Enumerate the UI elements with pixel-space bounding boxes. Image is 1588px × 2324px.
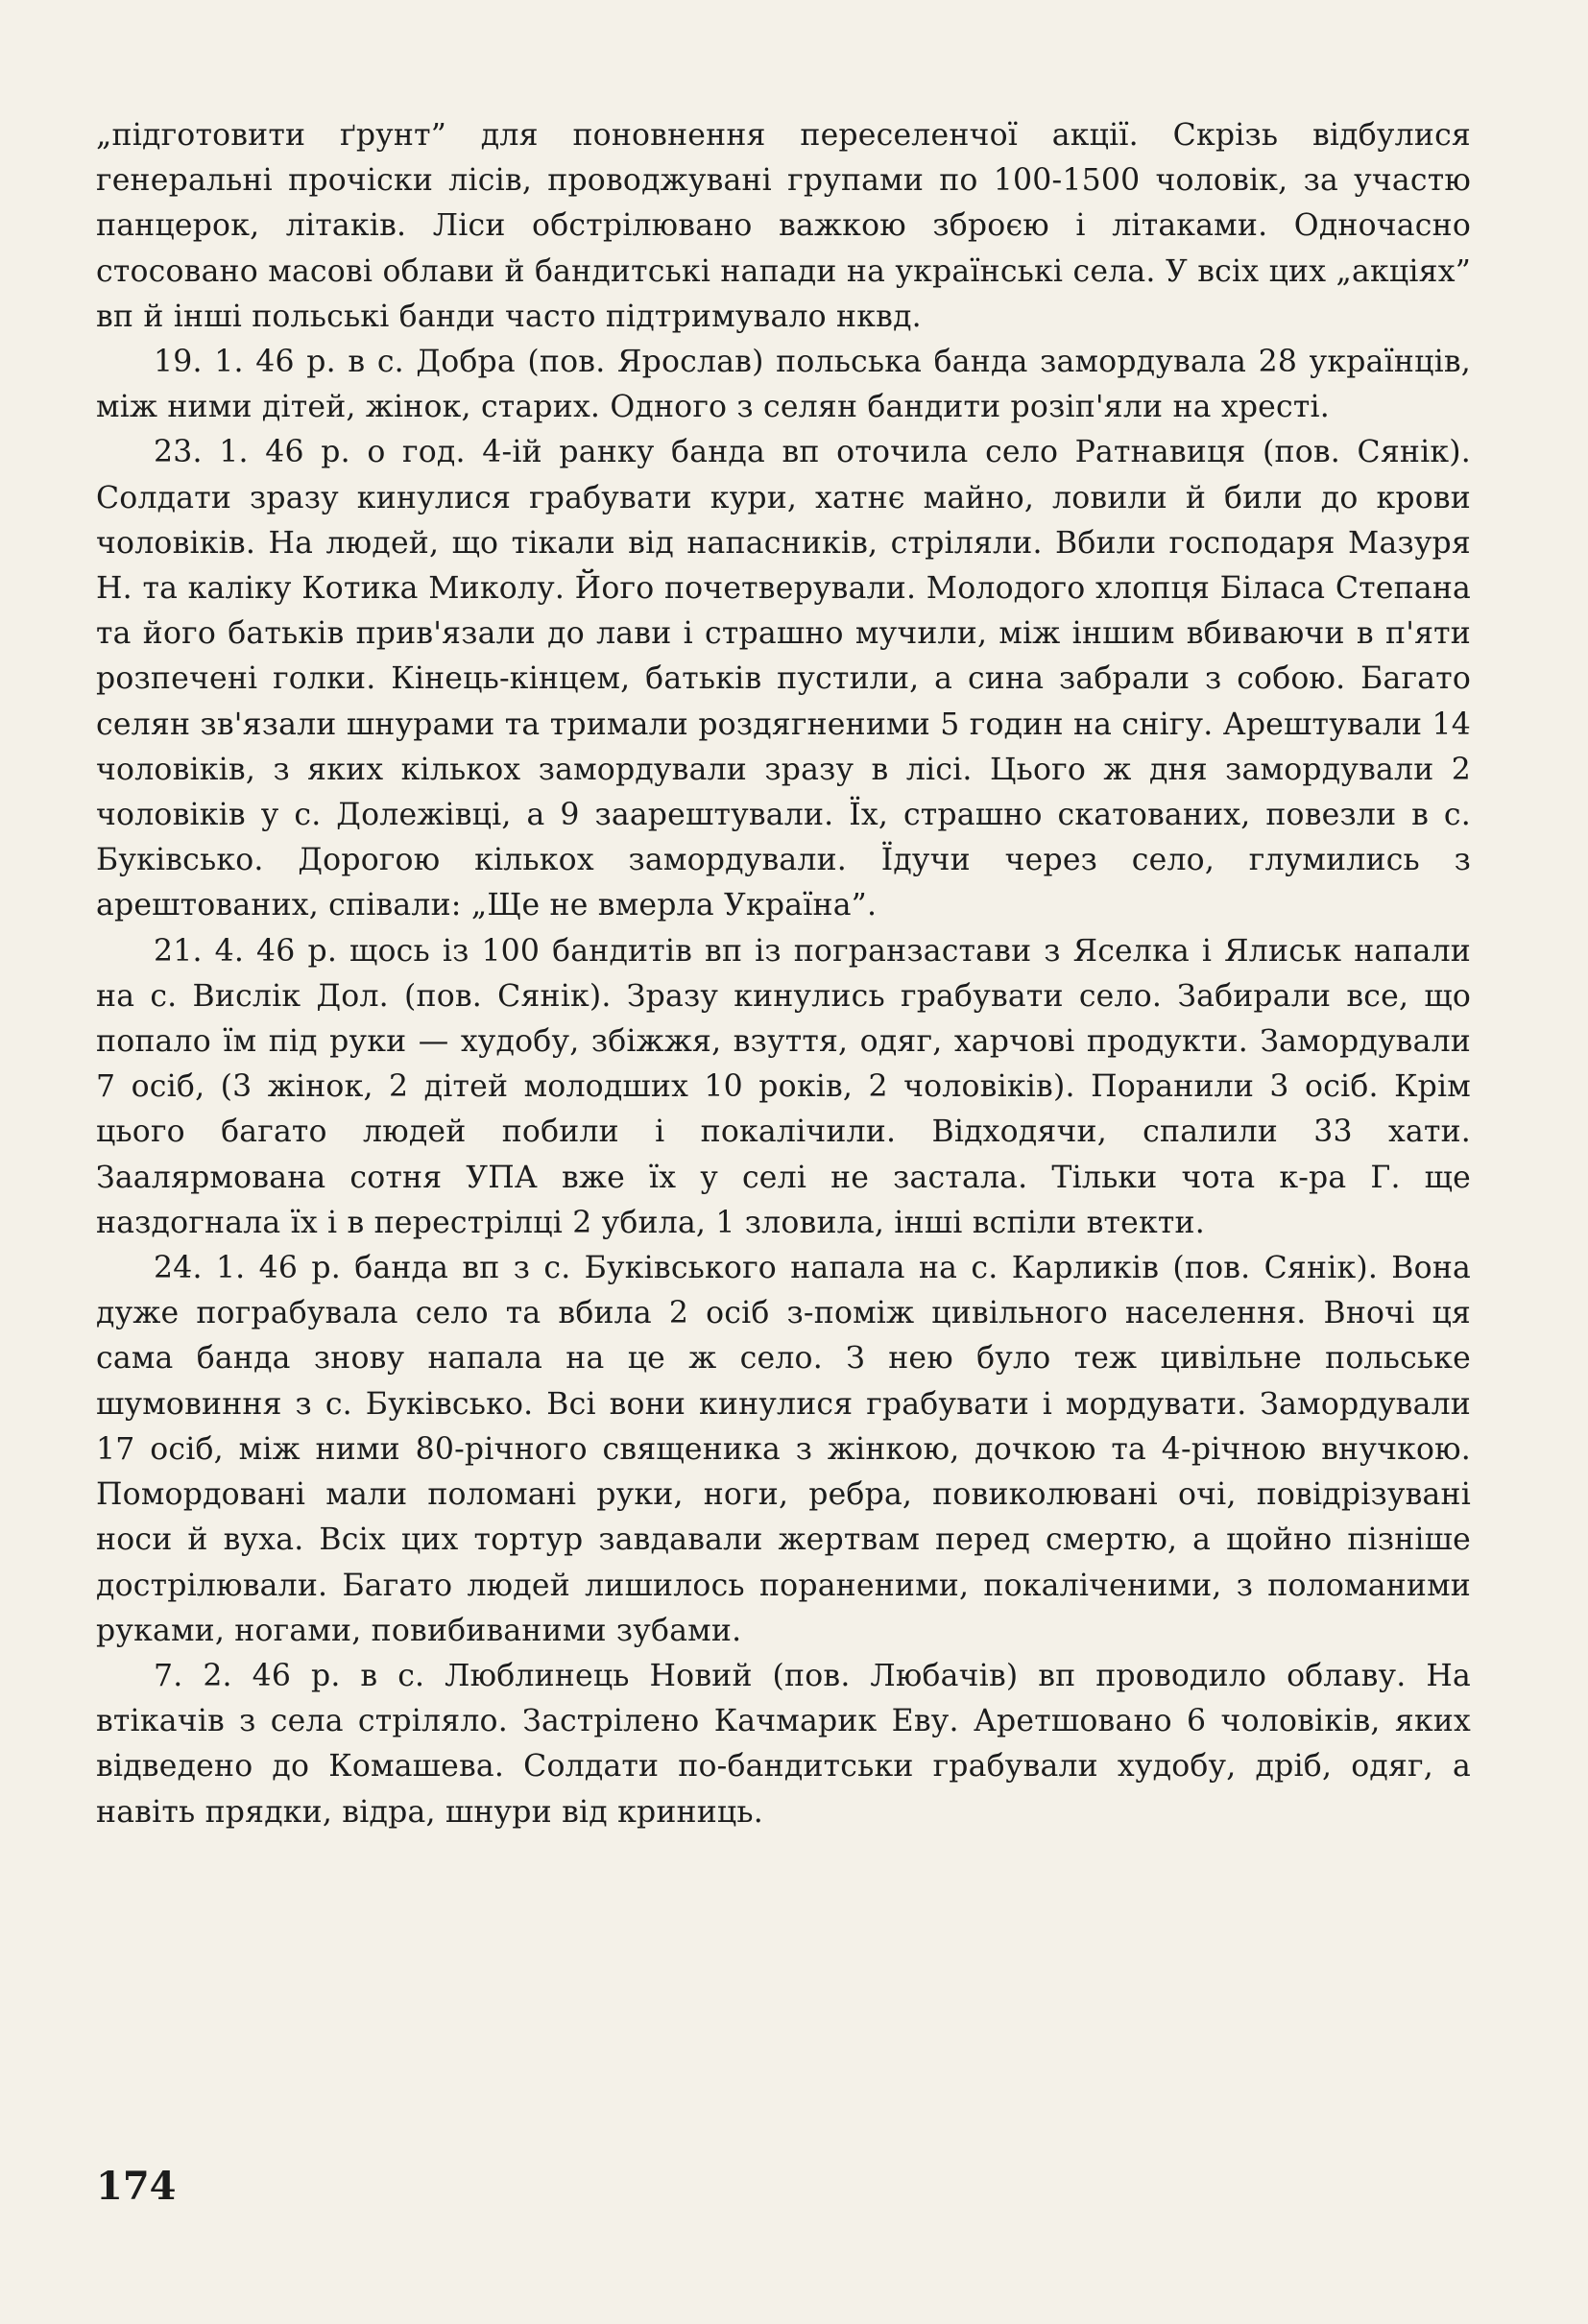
paragraph-dobra: 19. 1. 46 р. в с. Добра (пов. Ярослав) польська банда замордувала 28 українців, між ними дітей, жінок, старих. Одного з селян бандити розіп'яли на хресті. (96, 345, 1471, 425)
paragraph-lyublynets: 7. 2. 46 р. в с. Люблинець Новий (пов. Любачів) вп проводило облаву. На втікачів з села стріляло. Застрілено Качмарик Еву. Аретшовано 6 чоловіків, яких відведено до Комашева. Солдати по-бандитськи грабували худобу, дріб, одяг, а навіть прядки, відра, шнури від криниць. (96, 1658, 1471, 1830)
paragraph-ratnavytsia: 23. 1. 46 р. о год. 4-ій ранку банда вп оточила село Ратнавиця (пов. Сянік). Солдати зразу кинулися грабувати кури, хатнє майно, ловили й били до крови чоловіків. На людей, що тікали від напасників, стріляли. Вбили господаря Мазуря Н. та каліку Котика Миколу. Його почетверували. Молодого хлопця Біласа Степана та його батьків прив'язали до лави і страшно мучили, між іншим вбиваючи в п'яти розпечені голки. Кінець-кінцем, батьків пустили, а сина забрали з собою. Багато селян зв'язали шнурами та тримали роздягненими 5 годин на снігу. Арештували 14 чоловіків, з яких кількох замордували зразу в лісі. Цього ж дня замордували 2 чоловіків у с. Долежівці, а 9 заарештували. Їх, страшно скатованих, повезли в с. Буківсько. Дорогою кількох замордували. Їдучи через село, глумились з арештованих, співали: „Ще не вмерла Україна”. (96, 435, 1471, 923)
paragraph-continuation: „підготовити ґрунт” для поновнення переселенчої акції. Скрізь відбулися генеральні прочіски лісів, проводжувані групами по 100-1500 чоловік, за участю панцерок, літаків. Ліси обстрілювано важкою зброєю і літаками. Одночасно стосовано масові облави й бандитські напади на українські села. У всіх цих „акціях” вп й інші польські банди часто підтримувало нквд. (96, 118, 1471, 334)
paragraph-vyslik: 21. 4. 46 р. щось із 100 бандитів вп із погранзастави з Яселка і Ялиськ напали на с. Вислік Дол. (пов. Сянік). Зразу кинулись грабувати село. Забирали все, що попало їм під руки — худобу, збіжжя, взуття, одяг, харчові продукти. Замордували 7 осіб, (3 жінок, 2 дітей молодших 10 років, 2 чоловіків). Поранили 3 осіб. Крім цього багато людей побили і покалічили. Відходячи, спалили 33 хати. Заалярмована сотня УПА вже їх у селі не застала. Тільки чота к-ра Г. ще наздогнала їх і в перестрілці 2 убила, 1 зловила, інші вспіли втекти. (96, 933, 1471, 1240)
body-text (96, 113, 1471, 1835)
page-number: 174 (96, 2164, 177, 2209)
paragraph-karlykiv: 24. 1. 46 р. банда вп з с. Буківського напала на с. Карликів (пов. Сянік). Вона дуже пограбувала село та вбила 2 осіб з-поміж цивільного населення. Вночі ця сама банда знову напала на це ж село. З нею було теж цивільне польське шумовиння з с. Буківсько. Всі вони кинулися грабувати і мордувати. Замордували 17 осіб, між ними 80-річного священика з жінкою, дочкою та 4-річною внучкою. Помордовані мали поломані руки, ноги, ребра, повиколювані очі, повідрізувані носи й вуха. Всіх цих тортур завдавали жертвам перед смертю, а щойно пізніше дострілювали. Багато людей лишилось пораненими, покаліченими, з поломаними руками, ногами, повибиваними зубами. (96, 1251, 1471, 1648)
